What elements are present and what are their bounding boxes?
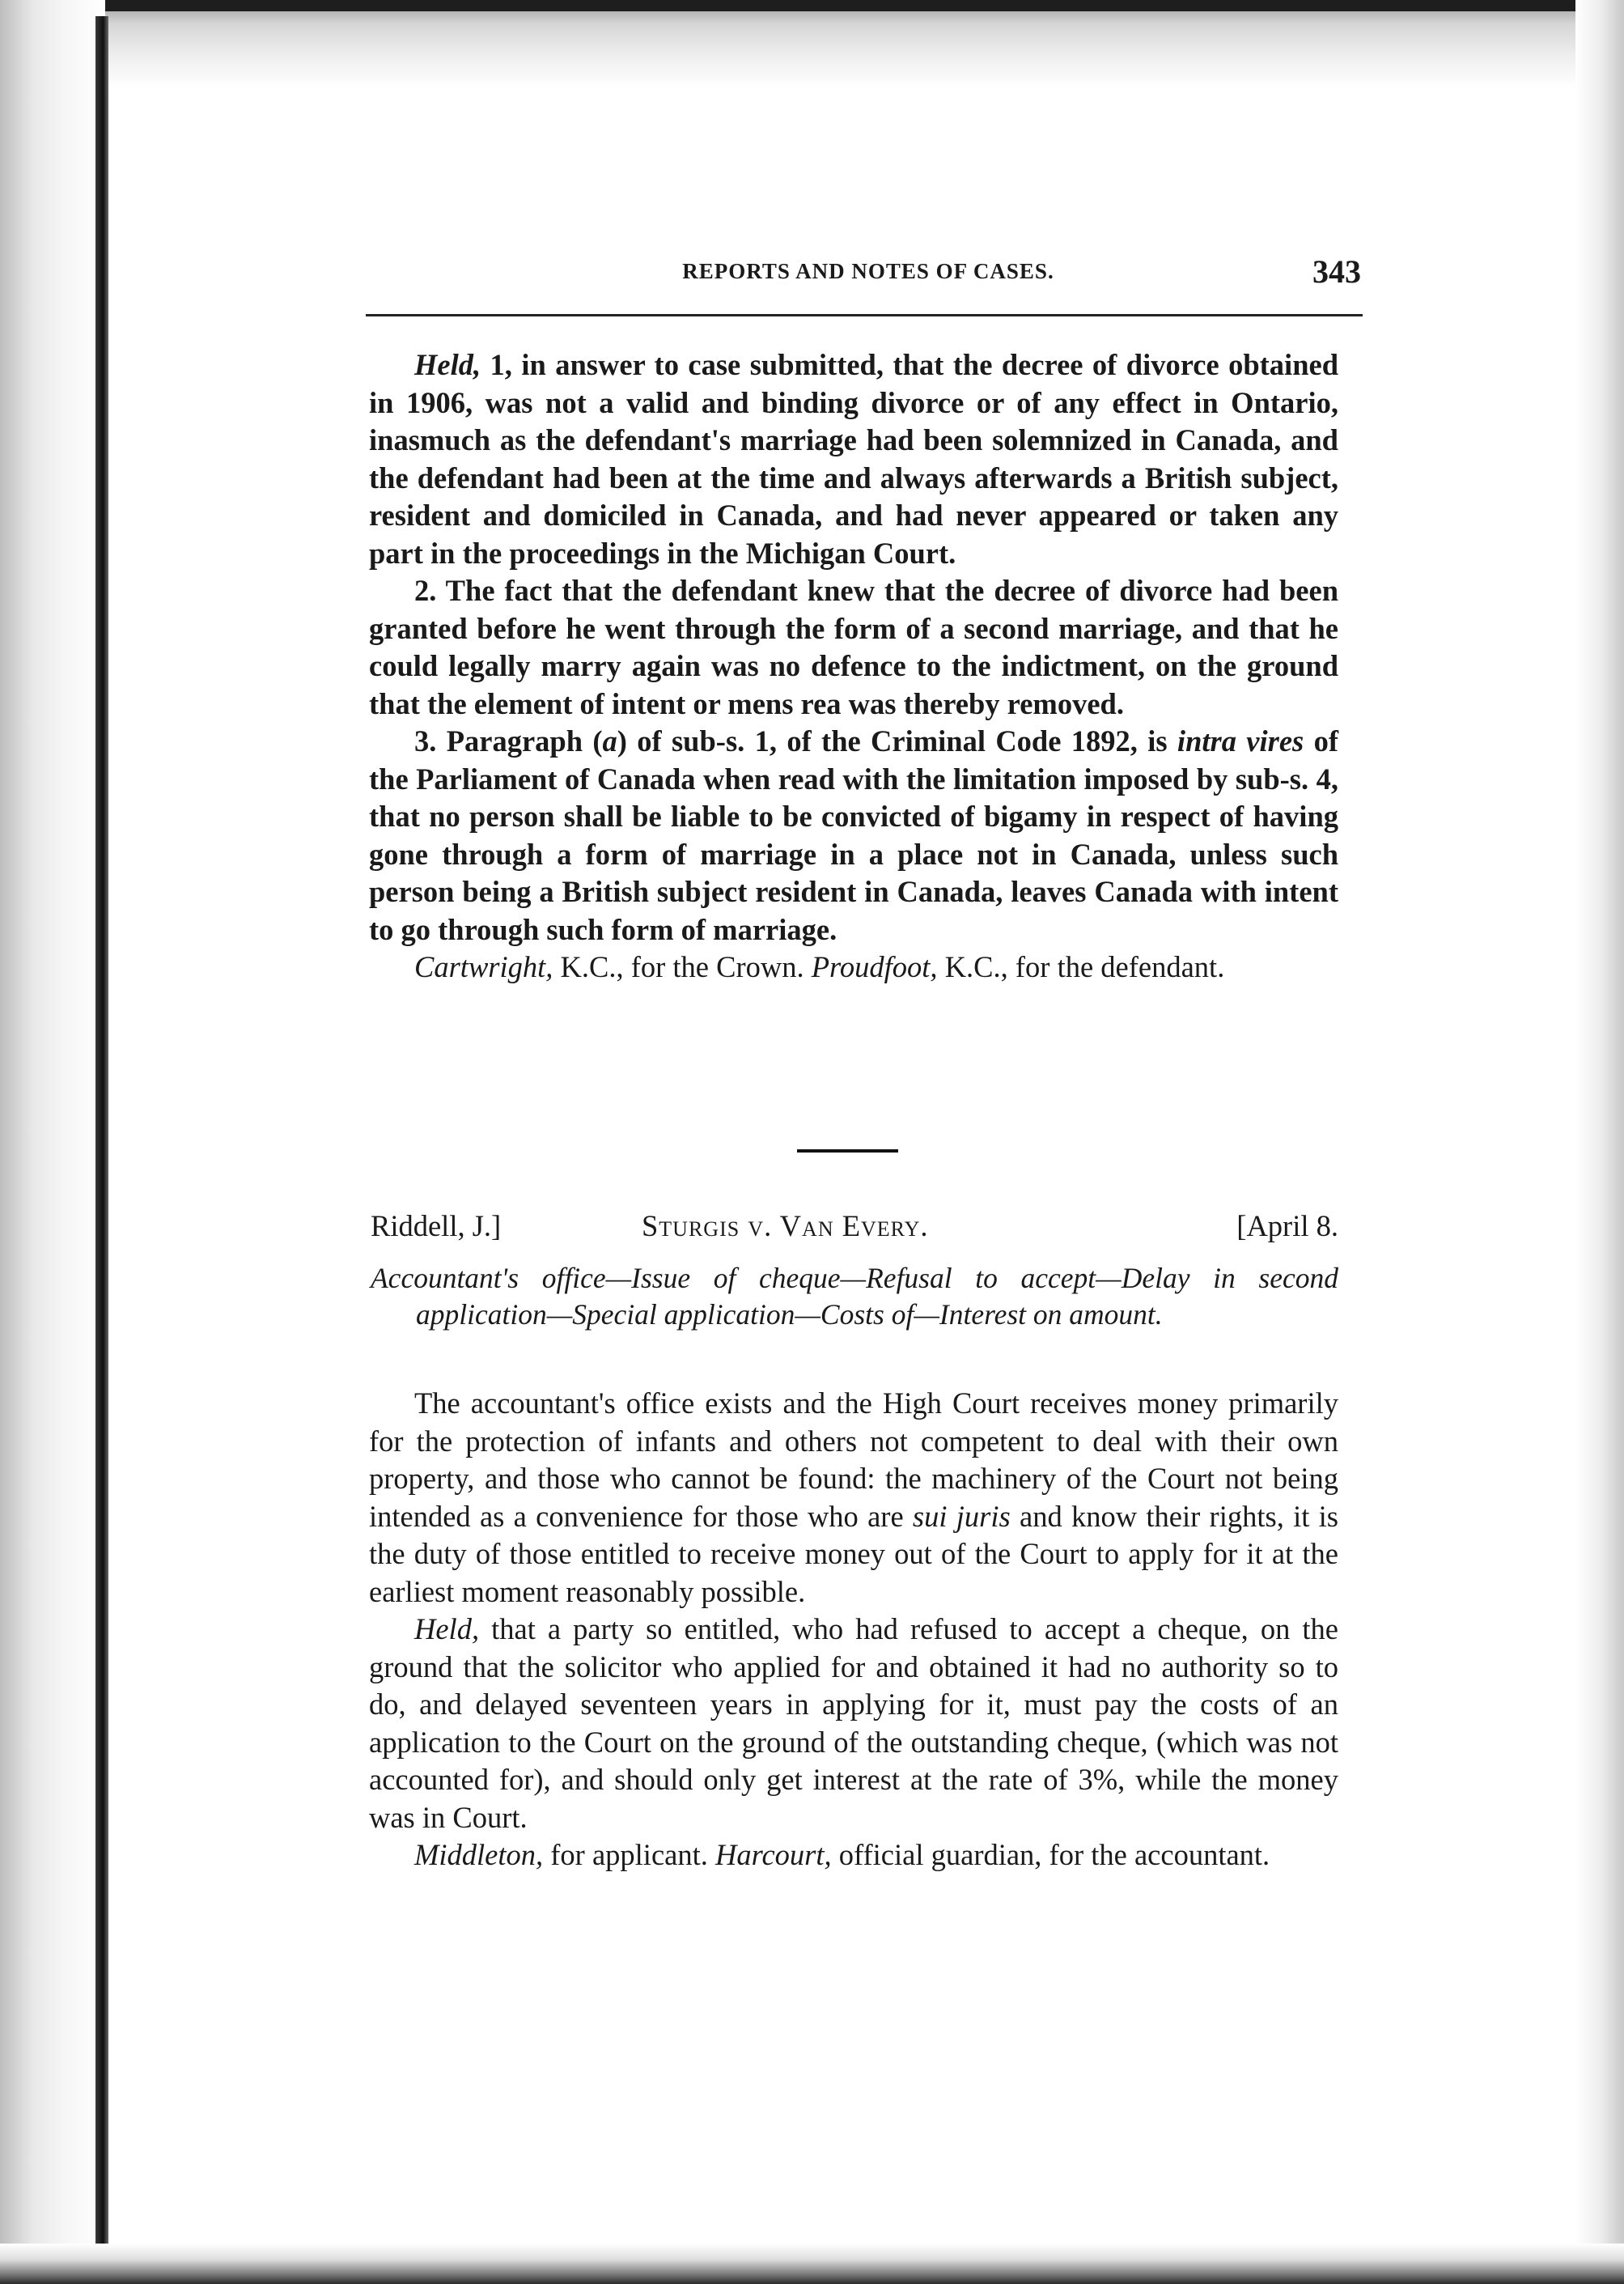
case-2-body — [369, 1385, 1338, 1874]
holding-3-para: a — [602, 724, 617, 758]
case-2-caption — [371, 1208, 1338, 1249]
holding-3-mid: ) of sub-s. 1, of the Criminal Code 1892, is — [617, 724, 1177, 758]
running-head: REPORTS AND NOTES OF CASES. — [682, 259, 1054, 283]
holding-3-post: of the Parliament of Canada when read with the limitation imposed by sub-s. 4, that no person shall be liable to be convicted of bigamy in respect of having gone through a form of marriage in a place not in Canada, unless such person being a British subject resident in Canada, leaves Canada with intent to go through such form of marriage. — [369, 724, 1338, 946]
holding-3 — [369, 723, 1338, 949]
case-divider — [797, 1149, 898, 1153]
intra-vires: intra vires — [1177, 724, 1304, 758]
para-1-pre: The accountant's office exists and the High Court receives money primarily for the protection of infants and others not competent to deal with their own property, and those who cannot be found: the machinery of the Court not being intended as a convenience for those who are — [369, 1386, 1338, 1533]
case-2-para-1 — [369, 1385, 1338, 1611]
sui-juris: sui juris — [912, 1499, 1011, 1533]
scan-edge-top — [0, 0, 1624, 89]
case-2-held — [369, 1611, 1338, 1836]
para-1-post: and know their rights, it is the duty of those entitled to receive money out of the Court to apply for it at the earliest moment reasonably possible. — [369, 1499, 1339, 1608]
counsel-crown-name: Cartwright, — [414, 950, 553, 983]
header-rule — [366, 314, 1363, 316]
held-label: Held, — [414, 1612, 480, 1645]
counsel-defendant-text: K.C., for the defendant. — [937, 950, 1225, 983]
scan-edge-left — [0, 0, 105, 2284]
page-number: 343 — [1312, 253, 1361, 290]
judge-name: Riddell, J.] — [371, 1209, 502, 1242]
case-date: [April 8. — [1236, 1209, 1338, 1242]
counsel-defendant-name: Proudfoot, — [811, 950, 938, 983]
counsel-applicant-name: Middleton, — [414, 1838, 544, 1871]
scan-edge-right — [1575, 0, 1624, 2284]
holding-2: 2. The fact that the defendant knew that the decree of divorce had been granted before he went through the form of a second marriage, and that he could legally marry again was no defence to the indictment, on the ground that the element of intent or mens rea was thereby removed. — [369, 574, 1338, 720]
case-2-headnote: Accountant's office—Issue of cheque—Refusal to accept—Delay in second application—Special application—Costs of—Interest on amount. — [371, 1262, 1338, 1331]
case-title: Sturgis v. Van Every. — [642, 1209, 929, 1242]
holding-1-text: 1, in answer to case submitted, that the decree of divorce obtained in 1906, was not a valid and binding divorce or of any effect in Ontario, inasmuch as the defendant's marriage had been solemnized in Canada, and the defendant had been at the time and always afterwards a British subject, resident and domiciled in Canada, and had never appeared or taken any part in the proceedings in the Michigan Court. — [369, 348, 1338, 570]
counsel-accountant-text: official guardian, for the accountant. — [831, 1838, 1270, 1871]
page-header — [374, 253, 1363, 301]
holding-1 — [369, 346, 1338, 572]
counsel-applicant-text: for applicant. — [543, 1838, 715, 1871]
case-1-body — [369, 346, 1338, 987]
counsel-line-2 — [369, 1836, 1338, 1874]
counsel-crown-text: K.C., for the Crown. — [553, 950, 812, 983]
scan-edge-left-bar — [95, 16, 108, 2266]
held-label: Held, — [414, 348, 481, 381]
holding-3-pre: 3. Paragraph ( — [414, 724, 603, 758]
scan-edge-bottom — [0, 2244, 1624, 2284]
counsel-line-1 — [369, 949, 1338, 987]
scan-edge-top-bar — [0, 0, 1624, 11]
counsel-accountant-name: Harcourt, — [715, 1838, 832, 1871]
held-text: that a party so entitled, who had refused to accept a cheque, on the ground that the solicitor who applied for and obtained it had no authority so to do, and delayed seventeen years in applying for it, must pay the costs of an application to the Court on the ground of the outstanding cheque, (which was not accounted for), and should only get interest at the rate of 3%, while the money was in Court. — [369, 1612, 1338, 1834]
